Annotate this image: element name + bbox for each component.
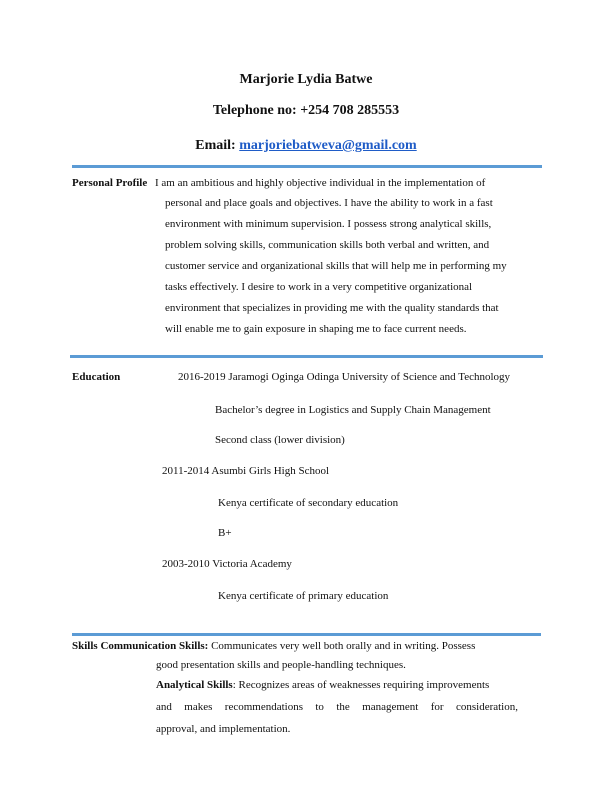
- analytical-skills-line: [156, 679, 489, 691]
- profile-text-line: environment with minimum supervision. I possess strong analytical skills,: [165, 218, 492, 230]
- section-divider: [70, 355, 543, 358]
- skills-heading: Skills: [72, 640, 98, 652]
- education-entry-title: 2011-2014 Asumbi Girls High School: [162, 465, 330, 477]
- profile-text-line: problem solving skills, communication skills both verbal and written, and: [165, 239, 490, 251]
- education-entry-detail: B+: [218, 527, 232, 539]
- profile-text-line: customer service and organizational skills that will help me in performing my: [165, 260, 507, 272]
- education-entry-title: 2016-2019 Jaramogi Oginga Odinga University of Science and Technology: [178, 371, 511, 383]
- education-heading: Education: [72, 371, 121, 383]
- email-link[interactable]: marjoriebatweva@gmail.com: [239, 138, 417, 153]
- email-line: [0, 138, 612, 154]
- communication-skills-label: Communication Skills:: [100, 640, 209, 652]
- profile-text-line: tasks effectively. I desire to work in a very competitive organizational: [165, 281, 473, 293]
- email-label: Email:: [195, 138, 236, 153]
- profile-text-line: environment that specializes in providing me with the quality standards that: [165, 302, 499, 314]
- analytical-skills-text: : Recognizes areas of weaknesses requiring improvements: [232, 679, 490, 691]
- education-entry-title: 2003-2010 Victoria Academy: [162, 558, 292, 570]
- section-divider: [72, 165, 542, 168]
- education-entry-detail: Bachelor’s degree in Logistics and Supply Chain Management: [215, 404, 491, 416]
- education-entry-detail: Kenya certificate of primary education: [218, 590, 389, 602]
- profile-text-line: will enable me to gain exposure in shaping me to face current needs.: [165, 323, 467, 335]
- analytical-skills-text: and makes recommendations to the management for consideration,: [156, 701, 518, 713]
- telephone-line: Telephone no: +254 708 285553: [212, 103, 400, 118]
- profile-text-line: personal and place goals and objectives. I have the ability to work in a fast: [165, 197, 493, 209]
- skills-communication-line: [72, 640, 475, 652]
- analytical-skills-label: Analytical Skills: [156, 679, 233, 691]
- education-entry-detail: Kenya certificate of secondary education: [218, 497, 399, 509]
- analytical-skills-text: approval, and implementation.: [156, 723, 291, 735]
- communication-skills-text: Communicates very well both orally and in writing. Possess: [211, 640, 476, 652]
- education-entry-detail: Second class (lower division): [215, 434, 345, 446]
- profile-heading: Personal Profile: [72, 177, 148, 189]
- profile-text-line: I am an ambitious and highly objective individual in the implementation of: [155, 177, 486, 189]
- section-divider: [72, 633, 541, 636]
- communication-skills-text: good presentation skills and people-handling techniques.: [156, 659, 406, 671]
- candidate-name: Marjorie Lydia Batwe: [239, 72, 373, 87]
